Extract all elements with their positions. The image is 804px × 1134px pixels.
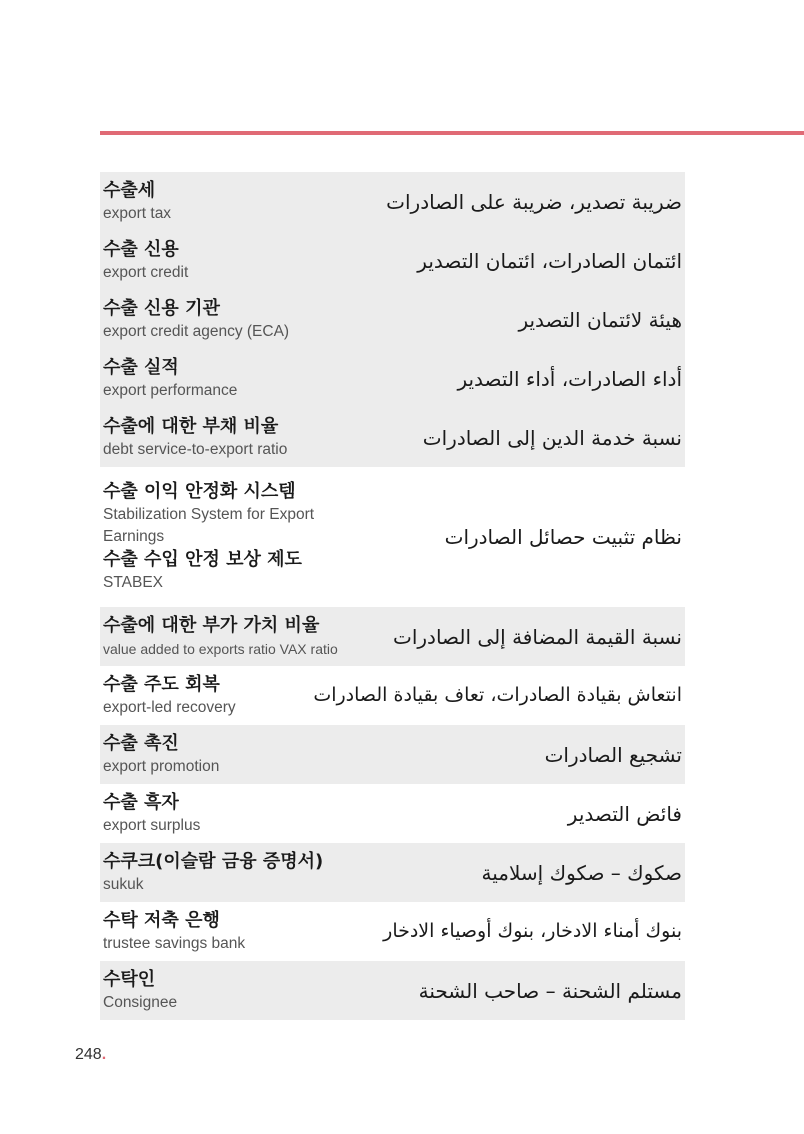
term-cell	[103, 356, 237, 402]
term-cell	[103, 614, 338, 660]
page-number	[75, 1046, 106, 1064]
english-term-alt: STABEX	[103, 574, 164, 591]
term-cell	[103, 850, 323, 896]
glossary-row	[100, 666, 685, 725]
glossary-table	[100, 172, 685, 1020]
korean-term: 수쿠크(이슬람 금융 증명서)	[103, 850, 324, 872]
glossary-row	[100, 408, 685, 467]
arabic-term: نسبة القيمة المضافة إلى الصادرات	[393, 624, 682, 649]
page-number-text: 248	[75, 1046, 102, 1063]
english-term: export surplus	[103, 816, 201, 834]
term-cell	[103, 179, 171, 225]
glossary-row	[100, 725, 685, 784]
english-term: export credit	[103, 263, 189, 281]
page-number-dot: .	[101, 1046, 107, 1063]
english-term: debt service-to-export ratio	[103, 440, 288, 458]
english-term: trustee savings bank	[103, 934, 246, 952]
english-term: export performance	[103, 381, 238, 399]
term-cell	[103, 297, 289, 343]
arabic-term: ائتمان الصادرات، ائتمان التصدير	[417, 248, 682, 273]
glossary-row	[100, 843, 685, 902]
english-term: export promotion	[103, 757, 220, 775]
glossary-row	[100, 467, 685, 607]
korean-term-alt: 수출 수입 안정 보상 제도	[103, 549, 302, 570]
arabic-term: هيئة لائتمان التصدير	[518, 307, 682, 332]
korean-term: 수탁 저축 은행	[103, 909, 220, 931]
term-cell	[103, 238, 188, 284]
korean-term: 수출 주도 회복	[103, 673, 220, 695]
korean-term: 수출 실적	[103, 356, 179, 378]
korean-term: 수출세	[103, 179, 156, 201]
english-term: Stabilization System for Export Earnings	[103, 506, 315, 545]
glossary-row	[100, 349, 685, 408]
arabic-term: فائض التصدير	[567, 801, 682, 826]
korean-term: 수출 흑자	[103, 791, 179, 813]
glossary-row	[100, 902, 685, 961]
arabic-term: نظام تثبيت حصائل الصادرات	[444, 525, 682, 549]
arabic-term: تشجيع الصادرات	[544, 742, 682, 767]
arabic-term: نسبة خدمة الدين إلى الصادرات	[422, 425, 682, 450]
arabic-term: انتعاش بقيادة الصادرات، تعاف بقيادة الصادرات	[313, 684, 682, 706]
term-cell	[103, 968, 177, 1014]
term-cell	[103, 415, 287, 461]
arabic-term: أداء الصادرات، أداء التصدير	[457, 366, 682, 391]
glossary-row	[100, 231, 685, 290]
glossary-row	[100, 961, 685, 1020]
term-cell	[103, 480, 323, 594]
glossary-row	[100, 172, 685, 231]
korean-term: 수출에 대한 부채 비율	[103, 415, 279, 437]
english-term: Consignee	[103, 993, 178, 1011]
english-term: export-led recovery	[103, 698, 236, 716]
arabic-term: مستلم الشحنة – صاحب الشحنة	[418, 978, 682, 1003]
arabic-term: ضريبة تصدير، ضريبة على الصادرات	[386, 189, 682, 214]
term-cell	[103, 791, 200, 837]
glossary-row	[100, 784, 685, 843]
english-term: value added to exports ratio VAX ratio	[103, 640, 338, 657]
korean-term: 수출에 대한 부가 가치 비율	[103, 614, 320, 636]
term-cell	[103, 732, 219, 778]
korean-term: 수출 신용 기관	[103, 297, 220, 319]
top-rule	[100, 131, 804, 135]
english-term: export tax	[103, 204, 172, 222]
arabic-term: صكوك – صكوك إسلامية	[481, 860, 682, 885]
english-term: export credit agency (ECA)	[103, 322, 290, 340]
korean-term: 수출 신용	[103, 238, 179, 260]
arabic-term: بنوك أمناء الادخار، بنوك أوصياء الادخار	[383, 920, 682, 942]
term-cell	[103, 909, 245, 955]
korean-term: 수출 이익 안정화 시스템	[103, 481, 296, 502]
korean-term: 수출 촉진	[103, 732, 179, 754]
english-term: sukuk	[103, 875, 144, 893]
korean-term: 수탁인	[103, 968, 156, 990]
term-cell	[103, 673, 236, 719]
glossary-row	[100, 290, 685, 349]
glossary-row	[100, 607, 685, 666]
